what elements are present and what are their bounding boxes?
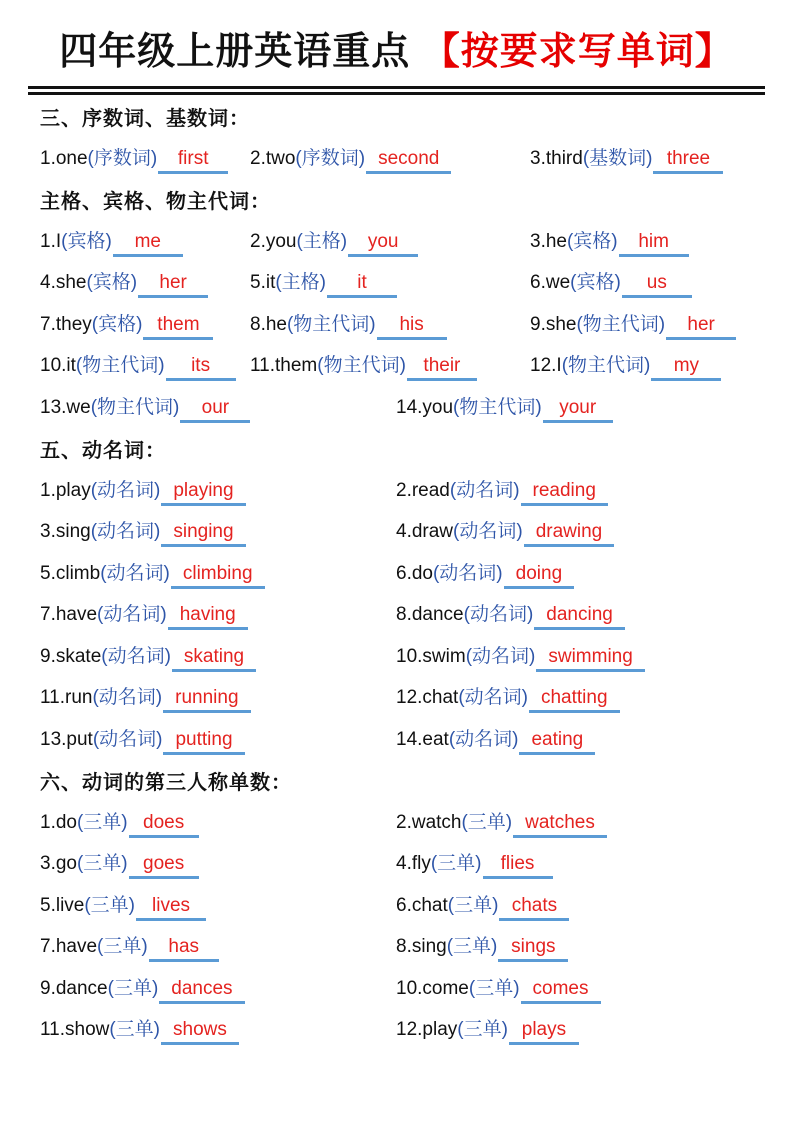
item-row (28, 968, 765, 1010)
answer-blank: three (653, 148, 723, 174)
vocab-item (530, 226, 689, 257)
answer-blank: you (348, 231, 418, 257)
item-word: 3.third (530, 147, 583, 169)
item-row (28, 262, 765, 304)
answer-blank: his (377, 314, 447, 340)
answer-blank: playing (161, 480, 245, 506)
item-word: 6.do (396, 562, 433, 584)
item-word: 5.live (40, 894, 85, 916)
item-row (28, 885, 765, 927)
answer-blank: me (113, 231, 183, 257)
item-word: 1.play (40, 479, 91, 501)
vocab-item (40, 226, 250, 257)
answer-blank: lives (136, 895, 206, 921)
vocab-item (396, 848, 553, 879)
item-row (28, 387, 765, 429)
item-tag: (三单) (468, 977, 520, 999)
item-row (28, 636, 765, 678)
item-word: 14.eat (396, 728, 449, 750)
vocab-item (40, 682, 396, 713)
vocab-item (396, 475, 608, 506)
answer-blank: him (619, 231, 689, 257)
answer-blank: having (168, 604, 248, 630)
item-word: 14.you (396, 396, 454, 418)
item-word: 10.come (396, 977, 469, 999)
answer-blank: them (143, 314, 213, 340)
item-tag: (基数词) (582, 147, 653, 169)
answer-blank: watches (513, 812, 607, 838)
item-word: 9.dance (40, 977, 108, 999)
answer-blank: us (622, 272, 692, 298)
vocab-item (396, 1014, 579, 1045)
vocab-item (530, 143, 723, 174)
title-bar (28, 0, 765, 95)
vocab-item (40, 516, 396, 547)
answer-blank: flies (483, 853, 553, 879)
item-word: 10.swim (396, 645, 466, 667)
answer-blank: comes (521, 978, 601, 1004)
item-tag: (三单) (109, 1019, 161, 1041)
item-tag: (三单) (461, 811, 513, 833)
item-tag: (动名词) (432, 562, 503, 584)
item-tag: (主格) (296, 230, 348, 252)
answer-blank: running (163, 687, 250, 713)
item-tag: (动名词) (465, 645, 536, 667)
answer-blank: sings (498, 936, 568, 962)
vocab-item (396, 724, 595, 755)
item-tag: (三单) (107, 977, 159, 999)
answer-blank: goes (129, 853, 199, 879)
item-word: 12.play (396, 1019, 458, 1041)
answer-blank: first (158, 148, 228, 174)
vocab-item (40, 309, 250, 340)
item-word: 2.two (250, 147, 296, 169)
item-tag: (三单) (76, 811, 128, 833)
item-tag: (动名词) (449, 479, 520, 501)
answer-blank: second (366, 148, 451, 174)
answer-blank: has (149, 936, 219, 962)
answer-blank: chats (499, 895, 569, 921)
vocab-item (40, 350, 250, 381)
vocab-item (40, 558, 396, 589)
item-tag: (三单) (446, 936, 498, 958)
item-word: 12.chat (396, 687, 459, 709)
item-row (28, 304, 765, 346)
item-tag: (宾格) (61, 230, 112, 252)
answer-blank: dancing (534, 604, 625, 630)
answer-blank: eating (519, 729, 595, 755)
item-row (28, 802, 765, 844)
page-title-red: 【按要求写单词】 (421, 31, 734, 73)
item-tag: (动名词) (90, 521, 161, 543)
item-tag: (物主代词) (286, 313, 376, 335)
item-tag: (物主代词) (317, 355, 406, 377)
answer-blank: its (166, 355, 236, 381)
item-word: 11.run (40, 687, 93, 709)
item-word: 3.he (530, 230, 567, 252)
item-word: 13.put (40, 728, 93, 750)
item-tag: (物主代词) (561, 355, 651, 377)
item-tag: (宾格) (566, 230, 618, 252)
item-word: 7.they (40, 313, 92, 335)
vocab-item (40, 392, 396, 423)
item-tag: (物主代词) (75, 355, 165, 377)
vocab-item (396, 516, 614, 547)
item-tag: (三单) (97, 936, 148, 958)
item-word: 1.one (40, 147, 88, 169)
item-row (28, 843, 765, 885)
answer-blank: their (407, 355, 477, 381)
item-word: 9.skate (40, 645, 102, 667)
item-word: 7.have (40, 936, 98, 958)
item-word: 13.we (40, 396, 91, 418)
item-word: 11.show (40, 1019, 110, 1041)
answer-blank: her (666, 314, 736, 340)
item-word: 11.them (250, 355, 318, 377)
item-word: 2.read (396, 479, 450, 501)
vocab-item (40, 807, 396, 838)
item-word: 5.climb (40, 562, 101, 584)
item-word: 2.you (250, 230, 297, 252)
item-tag: (动名词) (90, 479, 161, 501)
item-row (28, 511, 765, 553)
item-word: 7.have (40, 604, 98, 626)
vocab-item (250, 309, 530, 340)
item-word: 3.sing (40, 521, 91, 543)
item-word: 10.it (40, 355, 76, 377)
item-tag: (动名词) (100, 562, 170, 584)
item-tag: (序数词) (87, 147, 158, 169)
vocab-item (40, 724, 396, 755)
vocab-item (250, 267, 530, 298)
answer-blank: plays (509, 1019, 579, 1045)
item-word: 8.sing (396, 936, 447, 958)
item-tag: (主格) (275, 272, 327, 294)
item-tag: (三单) (84, 894, 136, 916)
item-tag: (物主代词) (90, 396, 180, 418)
answer-blank: skating (172, 646, 256, 672)
vocab-item (40, 848, 396, 879)
vocab-item (396, 641, 645, 672)
item-tag: (物主代词) (576, 313, 666, 335)
item-word: 2.watch (396, 811, 462, 833)
item-tag: (宾格) (91, 313, 143, 335)
vocab-item (396, 973, 601, 1004)
item-tag: (动名词) (448, 728, 519, 750)
item-word: 4.draw (396, 521, 454, 543)
item-word: 1.I (40, 230, 62, 252)
item-word: 3.go (40, 853, 77, 875)
item-row (28, 926, 765, 968)
vocab-item (40, 890, 396, 921)
vocab-item (40, 267, 250, 298)
item-word: 6.we (530, 272, 571, 294)
item-word: 1.do (40, 811, 77, 833)
item-row (28, 221, 765, 263)
item-row (28, 594, 765, 636)
item-word: 5.it (250, 272, 276, 294)
answer-blank: our (180, 397, 250, 423)
vocab-item (530, 267, 692, 298)
item-tag: (宾格) (570, 272, 621, 294)
answer-blank: putting (163, 729, 244, 755)
section-heading: 主格、宾格、物主代词： (40, 191, 271, 214)
vocab-item (530, 350, 721, 381)
vocab-item (396, 682, 620, 713)
vocab-item (250, 350, 530, 381)
item-tag: (宾格) (86, 272, 138, 294)
answer-blank: climbing (171, 563, 265, 589)
item-row (28, 138, 765, 180)
section-heading: 三、序数词、基数词： (40, 108, 250, 131)
item-word: 9.she (530, 313, 577, 335)
item-tag: (动名词) (101, 645, 171, 667)
item-word: 8.he (250, 313, 287, 335)
page-title-black: 四年级上册英语重点 (59, 31, 411, 73)
item-tag: (动名词) (97, 604, 167, 626)
item-tag: (动名词) (453, 521, 523, 543)
item-tag: (三单) (457, 1019, 508, 1041)
item-tag: (动名词) (92, 687, 163, 709)
answer-blank: doing (504, 563, 575, 589)
vocab-item (530, 309, 736, 340)
answer-blank: drawing (524, 521, 615, 547)
page-title (59, 31, 734, 73)
item-word: 4.fly (396, 853, 431, 875)
vocab-item (396, 931, 568, 962)
item-tag: (三单) (76, 853, 128, 875)
vocab-item (40, 931, 396, 962)
item-word: 6.chat (396, 894, 448, 916)
item-row (28, 470, 765, 512)
item-word: 8.dance (396, 604, 464, 626)
answer-blank: dances (159, 978, 244, 1004)
item-row (28, 1009, 765, 1051)
vocab-item (396, 392, 613, 423)
item-tag: (动名词) (463, 604, 534, 626)
answer-blank: reading (521, 480, 608, 506)
vocab-item (396, 599, 625, 630)
vocab-item (40, 475, 396, 506)
item-row (28, 345, 765, 387)
item-tag: (物主代词) (453, 396, 542, 418)
vocab-item (396, 807, 607, 838)
item-tag: (三单) (430, 853, 482, 875)
item-tag: (动名词) (458, 687, 528, 709)
item-word: 4.she (40, 272, 87, 294)
section-heading: 六、动词的第三人称单数： (40, 772, 292, 795)
vocab-item (250, 226, 530, 257)
vocab-item (40, 599, 396, 630)
vocab-item (250, 143, 530, 174)
vocab-item (40, 143, 250, 174)
vocab-item (40, 641, 396, 672)
answer-blank: singing (161, 521, 245, 547)
item-row (28, 553, 765, 595)
section-heading: 五、动名词： (40, 440, 166, 463)
item-tag: (序数词) (295, 147, 366, 169)
answer-blank: your (543, 397, 613, 423)
vocab-item (40, 1014, 396, 1045)
item-tag: (动名词) (92, 728, 163, 750)
item-word: 12.I (530, 355, 562, 377)
answer-blank: her (138, 272, 208, 298)
item-row (28, 677, 765, 719)
answer-blank: does (129, 812, 199, 838)
item-row (28, 719, 765, 761)
vocab-item (40, 973, 396, 1004)
answer-blank: my (651, 355, 721, 381)
answer-blank: chatting (529, 687, 620, 713)
item-tag: (三单) (447, 894, 499, 916)
answer-blank: shows (161, 1019, 239, 1045)
worksheet-content (28, 95, 765, 1051)
answer-blank: it (327, 272, 397, 298)
vocab-item (396, 890, 569, 921)
answer-blank: swimming (536, 646, 644, 672)
vocab-item (396, 558, 574, 589)
